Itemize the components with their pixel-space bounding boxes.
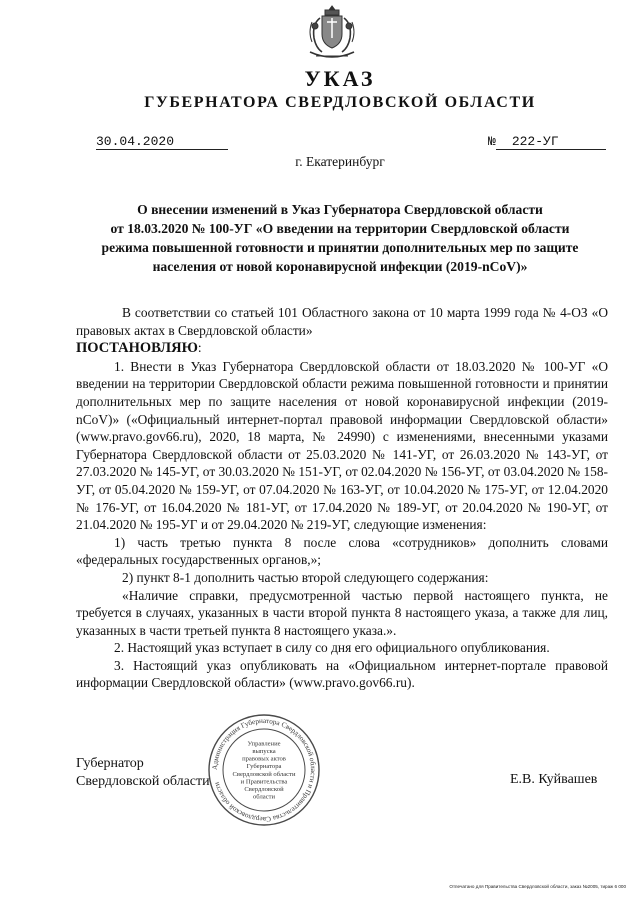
stamp-center-line: Свердловской области [232, 770, 296, 778]
official-stamp [206, 712, 322, 828]
document-subtitle: ГУБЕРНАТОРА СВЕРДЛОВСКОЙ ОБЛАСТИ [144, 94, 536, 111]
paragraph-1-subitem-2: 2) пункт 8-1 дополнить частью второй следующего содержания: [122, 569, 489, 585]
paragraph-1: 1. Внести в Указ Губернатора Свердловской области от 18.03.2020 № 100-УГ «О введении на территории Свердловской области режима повышенной готовности и принятии дополнительных мер по защите населения от новой коронавирусной инфекции (2019-nCoV)» («Официальный интернет-портал правовой информации Свердловской области» (www.pravo.gov66.ru), 2020, 18 марта, № 24990) с изменениями, внесенными указами Губернатора Свердловской области от 25.03.2020 № 141-УГ, от 26.03.2020 № 143-УГ, от 27.03.2020 № 145-УГ, от 30.03.2020 № 151-УГ, от 02.04.2020 № 156-УГ, от 03.04.2020 № 158-УГ, от 05.04.2020 № 159-УГ, от 07.04.2020 № 163-УГ, от 10.04.2020 № 175-УГ, от 12.04.2020 № 176-УГ, от 16.04.2020 № 181-УГ, от 17.04.2020 № 189-УГ, от 20.04.2020 № 190-УГ, от 21.04.2020 № 195-УГ и от 29.04.2020 № 219-УГ, следующие изменения: [76, 358, 608, 533]
stamp-center-line: и Правительства [240, 778, 288, 786]
decree-line [76, 339, 608, 358]
position-line: Свердловской области [76, 773, 210, 789]
heading-line: населения от новой коронавирусной инфекции (2019-nCoV)» [152, 259, 528, 274]
signatory-position [76, 755, 210, 790]
heading-line: режима повышенной готовности и принятии дополнительных мер по защите [101, 240, 579, 255]
stamp-center-line: Губернатора [246, 763, 282, 771]
paragraph-3: 3. Настоящий указ опубликовать на «Официальном интернет-портале правовой информации Свердловской области» (www.pravo.gov66.ru). [76, 657, 608, 691]
coat-of-arms-emblem [298, 2, 366, 64]
decree-word: ПОСТАНОВЛЯЮ [76, 340, 198, 357]
stamp-center-line: Свердловской [244, 786, 284, 793]
signatory-name: Е.В. Куйвашев [510, 772, 598, 787]
position-line: Губернатор [76, 756, 144, 771]
document-title: УКАЗ [304, 66, 376, 91]
stamp-center-line: выпуска [252, 748, 276, 755]
stamp-center-line: правовых актов [242, 755, 286, 763]
stamp-center-line: Управление [247, 740, 281, 748]
number-sign: № [488, 134, 496, 149]
document-heading [84, 200, 596, 276]
stamp-ring-text: Администрация Губернатора Свердловской области и Правительства Свердловской области [210, 716, 318, 824]
document-date: 30.04.2020 [96, 134, 228, 150]
paragraph-1-subitem-1: 1) часть третью пункта 8 после слова «сотрудников» дополнить словами «федеральных государственных органов,»; [76, 534, 608, 568]
document-number: 222-УГ [496, 134, 606, 150]
stamp-center-line: области [252, 793, 276, 801]
heading-line: О внесении изменений в Указ Губернатора Свердловской области [137, 202, 543, 217]
quoted-text: «Наличие справки, предусмотренной частью первой настоящего пункта, не требуется в случаях, указанных в части второй пункта 8 настоящего указа, а также для лиц, указанных в части третьей пункта 8 настоящего указа.». [76, 587, 608, 638]
decree-colon: : [197, 340, 202, 356]
document-number-field [488, 134, 606, 150]
document-city: г. Екатеринбург [295, 154, 385, 169]
print-note: Отпечатано для Правительства Свердловской области, заказ №2005, тираж 6 000 [449, 884, 626, 889]
document-body [76, 304, 608, 692]
heading-line: от 18.03.2020 № 100-УГ «О введении на территории Свердловской области [110, 221, 570, 236]
intro-paragraph: В соответствии со статьей 101 Областного закона от 10 марта 1999 года № 4-ОЗ «О правовых актах в Свердловской области» [76, 305, 608, 338]
paragraph-2: 2. Настоящий указ вступает в силу со дня его официального опубликования. [114, 640, 550, 656]
